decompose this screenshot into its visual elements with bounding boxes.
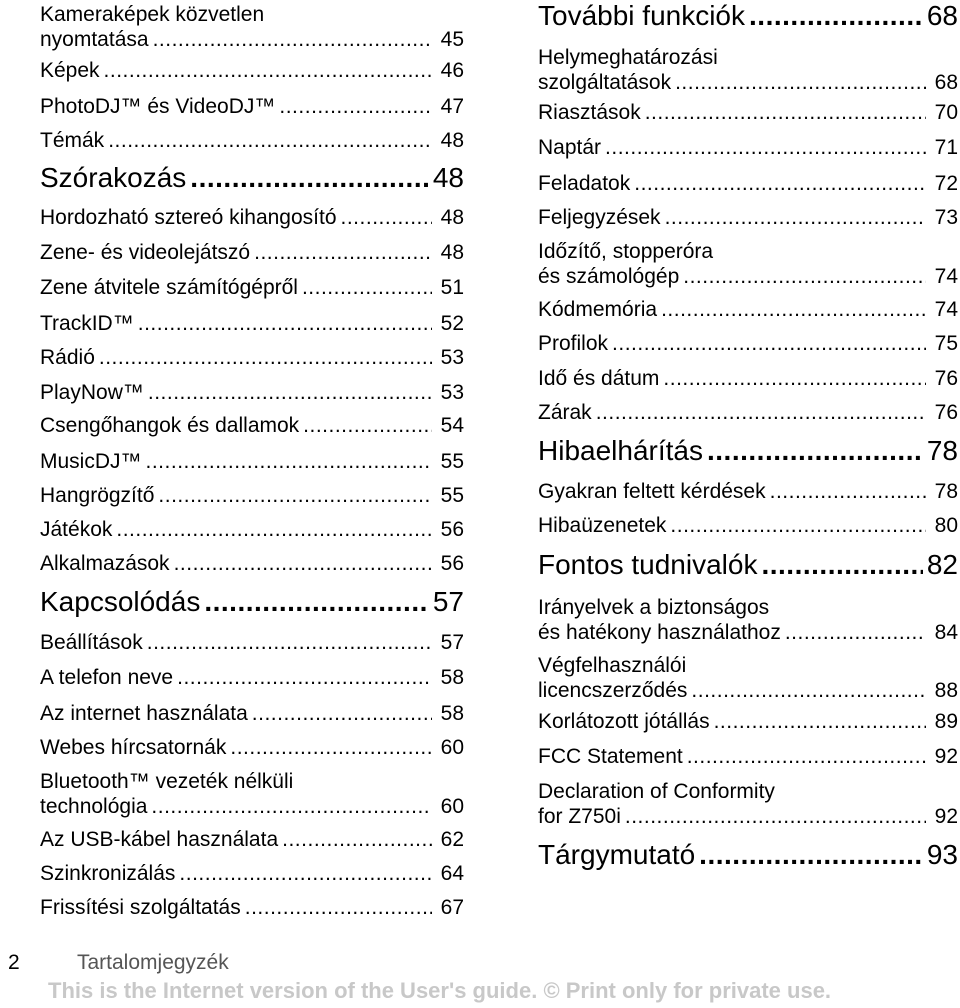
toc-entry-page: 51 (440, 276, 464, 299)
toc-entry[interactable] (538, 549, 958, 581)
toc-entry-label: Zene- és videolejátszó (40, 241, 251, 264)
leader-dots (675, 70, 926, 95)
leader-dots (177, 665, 432, 690)
toc-entry-label: MusicDJ™ (40, 450, 142, 473)
toc-entry-page: 75 (934, 332, 958, 355)
leader-dots (661, 297, 926, 322)
toc-entry[interactable] (40, 861, 464, 886)
toc-entry-label: Zárak (538, 401, 592, 424)
toc-entry[interactable] (40, 162, 464, 194)
toc-entry-label-line1: Végfelhasználói (538, 654, 687, 677)
toc-entry[interactable] (40, 551, 464, 576)
toc-entry-label: A telefon neve (40, 666, 174, 689)
toc-entry-label: Témák (40, 129, 105, 152)
toc-entry[interactable] (40, 413, 464, 438)
toc-entry[interactable] (538, 0, 958, 32)
toc-entry-page: 58 (440, 666, 464, 689)
toc-entry-label: technológia (40, 795, 148, 818)
toc-entry-page: 70 (934, 101, 958, 124)
toc-entry[interactable] (538, 513, 958, 538)
toc-row (538, 331, 958, 356)
toc-entry-page: 93 (926, 839, 958, 870)
leader-dots (146, 449, 432, 474)
toc-entry-page: 55 (440, 450, 464, 473)
leader-dots (138, 311, 432, 336)
toc-entry-label: PlayNow™ (40, 381, 144, 404)
toc-entry-label-line1: Helymeghatározási (538, 46, 718, 69)
toc-entry[interactable] (40, 483, 464, 508)
toc-entry[interactable] (538, 239, 958, 289)
toc-entry[interactable] (40, 128, 464, 153)
toc-entry[interactable] (40, 240, 464, 265)
leader-dots (691, 678, 926, 703)
leader-dots (714, 709, 926, 734)
toc-entry-label: Webes hírcsatornák (40, 736, 227, 759)
leader-dots (665, 205, 926, 230)
toc-entry-label: Hibaüzenetek (538, 514, 667, 537)
toc-heading-row (40, 162, 464, 194)
toc-entry[interactable] (40, 311, 464, 336)
toc-row (538, 709, 958, 734)
toc-entry-page: 48 (440, 206, 464, 229)
toc-entry-page: 72 (934, 172, 958, 195)
toc-entry[interactable] (538, 135, 958, 160)
toc-entry-page: 89 (934, 710, 958, 733)
toc-entry-label: Feljegyzések (538, 206, 661, 229)
toc-entry[interactable] (538, 297, 958, 322)
toc-entry-label: licencszerződés (538, 679, 688, 702)
toc-row (40, 240, 464, 265)
toc-entry-page: 68 (926, 0, 958, 31)
toc-entry-page: 78 (934, 480, 958, 503)
leader-dots (108, 128, 432, 153)
toc-entry-page: 60 (440, 795, 464, 818)
toc-row (538, 804, 958, 829)
leader-dots (341, 205, 432, 230)
toc-entry-page: 84 (934, 621, 958, 644)
toc-entry-page: 71 (934, 136, 958, 159)
leader-dots (204, 586, 429, 618)
toc-entry[interactable] (40, 58, 464, 83)
toc-entry-page: 78 (926, 435, 958, 466)
toc-entry[interactable] (538, 709, 958, 734)
toc-row (40, 27, 464, 52)
toc-entry-label: nyomtatása (40, 28, 149, 51)
toc-entry-label: Tárgymutató (538, 839, 696, 870)
toc-entry-label: Csengőhangok és dallamok (40, 414, 300, 437)
toc-row (538, 135, 958, 160)
toc-row (538, 100, 958, 125)
toc-row (40, 58, 464, 83)
toc-entry[interactable] (538, 205, 958, 230)
toc-heading-row (538, 435, 958, 467)
toc-row (538, 620, 958, 645)
leader-dots (179, 861, 432, 886)
toc-entry-label: FCC Statement (538, 745, 683, 768)
leader-dots (230, 735, 432, 760)
leader-dots (625, 804, 926, 829)
toc-entry-page: 53 (440, 381, 464, 404)
toc-entry-page: 53 (440, 346, 464, 369)
toc-heading-row (40, 586, 464, 618)
toc-entry[interactable] (40, 586, 464, 618)
toc-entry-label: Feladatok (538, 172, 631, 195)
toc-entry-label: Szórakozás (40, 162, 187, 193)
toc-entry-label-line1: Irányelvek a biztonságos (538, 596, 770, 619)
leader-dots (147, 630, 432, 655)
toc-row (538, 678, 958, 703)
toc-row (538, 171, 958, 196)
toc-entry[interactable] (40, 665, 464, 690)
toc-entry-page: 74 (934, 298, 958, 321)
toc-row (40, 794, 464, 819)
toc-entry-page: 48 (432, 162, 464, 193)
leader-dots (302, 275, 432, 300)
toc-entry-page: 62 (440, 828, 464, 851)
toc-row (40, 551, 464, 576)
toc-entry-label: Profilok (538, 332, 609, 355)
toc-entry-page: 73 (934, 206, 958, 229)
toc-entry-label: Hibaelhárítás (538, 435, 703, 466)
toc-entry[interactable] (538, 366, 958, 391)
toc-heading-row (538, 839, 958, 871)
leader-dots (282, 827, 432, 852)
toc-entry-label: Kódmemória (538, 298, 658, 321)
toc-entry-page: 47 (440, 95, 464, 118)
toc-row (538, 366, 958, 391)
toc-row (40, 701, 464, 726)
toc-entry-page: 54 (440, 414, 464, 437)
toc-entry-page: 68 (934, 71, 958, 94)
toc-row (40, 517, 464, 542)
toc-row (40, 665, 464, 690)
toc-entry-label: Frissítési szolgáltatás (40, 896, 241, 919)
toc-entry-page: 45 (440, 28, 464, 51)
toc-entry[interactable] (40, 630, 464, 655)
toc-entry-label: Hordozható sztereó kihangosító (40, 206, 337, 229)
toc-entry-page: 57 (432, 586, 464, 617)
toc-entry[interactable] (40, 701, 464, 726)
toc-entry[interactable] (40, 345, 464, 370)
leader-dots (761, 549, 922, 581)
toc-entry-page: 56 (440, 518, 464, 541)
toc-entry-page: 67 (440, 896, 464, 919)
toc-row (538, 744, 958, 769)
toc-row (40, 630, 464, 655)
leader-dots (254, 240, 432, 265)
toc-entry-label: Kapcsolódás (40, 586, 201, 617)
toc-entry-label-line1: Kameraképek közvetlen (40, 3, 265, 26)
leader-dots (749, 0, 923, 32)
toc-entry-label: TrackID™ (40, 312, 134, 335)
toc-entry-label: Beállítások (40, 631, 143, 654)
leader-dots (785, 620, 926, 645)
toc-row (40, 205, 464, 230)
toc-entry-label: szolgáltatások (538, 71, 672, 94)
toc-entry-label: Szinkronizálás (40, 862, 176, 885)
toc-entry-label: for Z750i (538, 805, 621, 828)
leader-dots (645, 100, 926, 125)
toc-heading-row (538, 549, 958, 581)
toc-entry[interactable] (40, 517, 464, 542)
toc-entry-label: Gyakran feltett kérdések (538, 480, 766, 503)
toc-entry[interactable] (40, 769, 464, 819)
toc-row (40, 94, 464, 119)
leader-dots (148, 380, 432, 405)
toc-entry[interactable] (538, 171, 958, 196)
toc-entry-page: 52 (440, 312, 464, 335)
leader-dots (279, 94, 432, 119)
toc-entry[interactable] (538, 400, 958, 425)
toc-entry[interactable] (538, 653, 958, 703)
leader-dots (153, 27, 432, 52)
leader-dots (99, 345, 432, 370)
toc-entry-page: 76 (934, 401, 958, 424)
leader-dots (190, 162, 429, 194)
toc-entry[interactable] (538, 331, 958, 356)
leader-dots (303, 413, 432, 438)
toc-entry[interactable] (40, 94, 464, 119)
toc-entry-page: 60 (440, 736, 464, 759)
leader-dots (104, 58, 432, 83)
toc-row (538, 479, 958, 504)
toc-row (40, 735, 464, 760)
toc-row (40, 449, 464, 474)
leader-dots (605, 135, 926, 160)
toc-heading-row (538, 0, 958, 32)
leader-dots (687, 744, 926, 769)
leader-dots (596, 400, 926, 425)
toc-entry-page: 64 (440, 862, 464, 885)
toc-entry-page: 48 (440, 129, 464, 152)
toc-entry-page: 76 (934, 367, 958, 390)
toc-entry-label: Zene átvitele számítógépről (40, 276, 298, 299)
leader-dots (699, 839, 923, 871)
toc-row (40, 128, 464, 153)
toc-entry[interactable] (538, 779, 958, 829)
toc-entry-label: További funkciók (538, 0, 746, 31)
toc-entry-page: 58 (440, 702, 464, 725)
leader-dots (245, 895, 432, 920)
toc-row (40, 483, 464, 508)
toc-row (538, 297, 958, 322)
toc-entry-label: Idő és dátum (538, 367, 660, 390)
leader-dots (174, 551, 432, 576)
toc-entry-label: Az internet használata (40, 702, 248, 725)
toc-entry-label: Képek (40, 59, 100, 82)
toc-row (40, 311, 464, 336)
toc-row (538, 205, 958, 230)
toc-entry-label: Az USB-kábel használata (40, 828, 279, 851)
toc-entry-page: 82 (926, 549, 958, 580)
toc-entry-label-line1: Időzítő, stopperóra (538, 240, 714, 263)
toc-entry[interactable] (40, 275, 464, 300)
toc-row (40, 827, 464, 852)
leader-dots (158, 483, 432, 508)
toc-entry[interactable] (40, 735, 464, 760)
toc-entry[interactable] (40, 827, 464, 852)
leader-dots (252, 701, 432, 726)
toc-entry-page: 92 (934, 805, 958, 828)
watermark-note: This is the Internet version of the User's guide. © Print only for private use. (48, 978, 832, 1003)
toc-row (538, 70, 958, 95)
leader-dots (151, 794, 432, 819)
toc-row (40, 413, 464, 438)
toc-entry[interactable] (538, 45, 958, 95)
toc-entry[interactable] (538, 839, 958, 871)
toc-entry[interactable] (538, 435, 958, 467)
toc-entry[interactable] (40, 449, 464, 474)
toc-entry-label: Hangrögzítő (40, 484, 155, 507)
toc-row (40, 345, 464, 370)
toc-entry[interactable] (538, 744, 958, 769)
toc-entry-label: Játékok (40, 518, 113, 541)
toc-entry-label: Naptár (538, 136, 602, 159)
toc-entry-page: 88 (934, 679, 958, 702)
leader-dots (634, 171, 926, 196)
toc-entry[interactable] (538, 100, 958, 125)
toc-row (40, 275, 464, 300)
toc-entry[interactable] (40, 895, 464, 920)
toc-entry-label-line1: Bluetooth™ vezeték nélküli (40, 770, 294, 793)
toc-entry-page: 56 (440, 552, 464, 575)
toc-entry[interactable] (538, 595, 958, 645)
toc-entry-label: Rádió (40, 346, 95, 369)
toc-entry[interactable] (538, 479, 958, 504)
toc-entry[interactable] (40, 2, 464, 52)
toc-entry-label: Korlátozott jótállás (538, 710, 710, 733)
toc-entry-label-line1: Declaration of Conformity (538, 780, 775, 803)
toc-entry-page: 57 (440, 631, 464, 654)
section-title: Tartalomjegyzék (77, 951, 229, 974)
toc-entry-page: 74 (934, 265, 958, 288)
leader-dots (670, 513, 926, 538)
toc-entry-page: 92 (934, 745, 958, 768)
page-number: 2 (8, 951, 20, 974)
leader-dots (116, 517, 432, 542)
toc-entry-label: Alkalmazások (40, 552, 170, 575)
leader-dots (683, 264, 926, 289)
toc-entry-label: és hatékony használathoz (538, 621, 781, 644)
toc-entry-page: 46 (440, 59, 464, 82)
toc-row (538, 400, 958, 425)
toc-row (40, 380, 464, 405)
toc-entry-page: 48 (440, 241, 464, 264)
toc-entry-page: 55 (440, 484, 464, 507)
toc-entry[interactable] (40, 380, 464, 405)
leader-dots (707, 435, 923, 467)
toc-entry-label: PhotoDJ™ és VideoDJ™ (40, 95, 276, 118)
toc-entry-label: Fontos tudnivalók (538, 549, 758, 580)
toc-row (40, 895, 464, 920)
toc-entry[interactable] (40, 205, 464, 230)
toc-row (538, 513, 958, 538)
leader-dots (612, 331, 926, 356)
toc-row (40, 861, 464, 886)
toc-entry-page: 80 (934, 514, 958, 537)
leader-dots (770, 479, 926, 504)
leader-dots (663, 366, 926, 391)
toc-row (538, 264, 958, 289)
toc-entry-label: és számológép (538, 265, 680, 288)
toc-entry-label: Riasztások (538, 101, 641, 124)
